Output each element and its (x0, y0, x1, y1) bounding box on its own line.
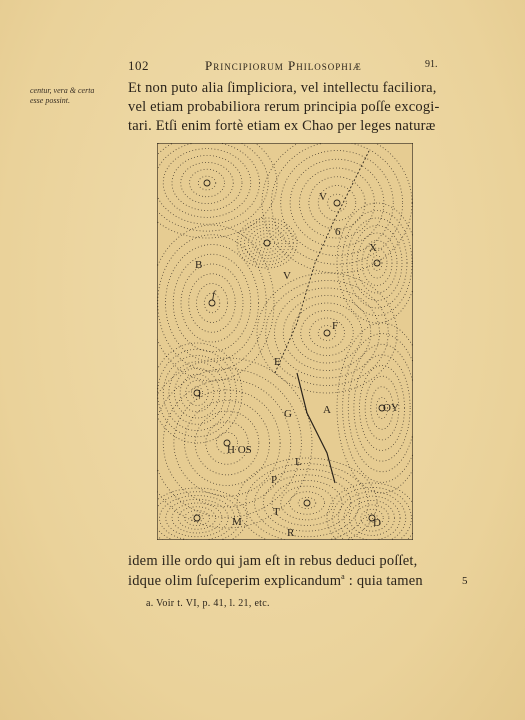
body-line-3: tari. Etſi enim fortè etiam ex Chao per leges naturæ (128, 118, 436, 134)
margin-note-line-1: centur, vera & certa (30, 86, 95, 95)
body-line-2: vel etiam probabiliora rerum principia poſſe excogi- (128, 99, 440, 115)
vortex-figure (157, 143, 413, 540)
label-i: i (198, 388, 202, 400)
body-line-5-text: idque olim ſuſceperim explicandum (128, 572, 342, 589)
label-oy: OY (383, 402, 399, 414)
margin-note (30, 86, 118, 106)
margin-note-line-2: esse possint. (30, 96, 70, 105)
label-b: B (195, 259, 203, 271)
label-a: A (323, 404, 331, 416)
body-line-5 (128, 572, 423, 590)
footnote-mark: a (341, 572, 345, 581)
label-t: T (273, 506, 280, 518)
body-line-1: Et non puto alia ſimpliciora, vel intellectu faciliora, (128, 80, 437, 96)
label-r: R (287, 527, 295, 539)
label-e: E (274, 356, 281, 368)
body-line-5-end: : quia tamen (344, 572, 423, 589)
label-l: L (295, 456, 302, 468)
body-line-4: idem ille ordo qui jam eſt in rebus deduci poſſet, (128, 553, 418, 569)
label-f2: F (332, 320, 339, 332)
label-d: D (373, 517, 381, 529)
label-hos: H OS (227, 444, 252, 456)
label-v-mid: V (283, 270, 291, 282)
page-number: 102 (128, 58, 149, 73)
figure-frame (157, 143, 413, 540)
running-header (0, 58, 525, 76)
label-6: 6 (335, 226, 341, 238)
label-g: G (284, 408, 292, 420)
folio-reference: 91. (425, 59, 438, 70)
footnote-marker: a. (146, 598, 154, 609)
line-number: 5 (462, 575, 468, 587)
vortex-diagram (157, 143, 413, 540)
footnote-text: Voir t. VI, p. 41, l. 21, etc. (156, 598, 270, 609)
label-p: P (271, 474, 278, 486)
running-title: Principiorum Philosophiæ (205, 58, 362, 73)
label-x: X (369, 242, 377, 254)
footnote (146, 598, 270, 609)
label-v-top: V (319, 191, 327, 203)
label-m: M (232, 516, 242, 528)
label-f: f (212, 289, 216, 301)
